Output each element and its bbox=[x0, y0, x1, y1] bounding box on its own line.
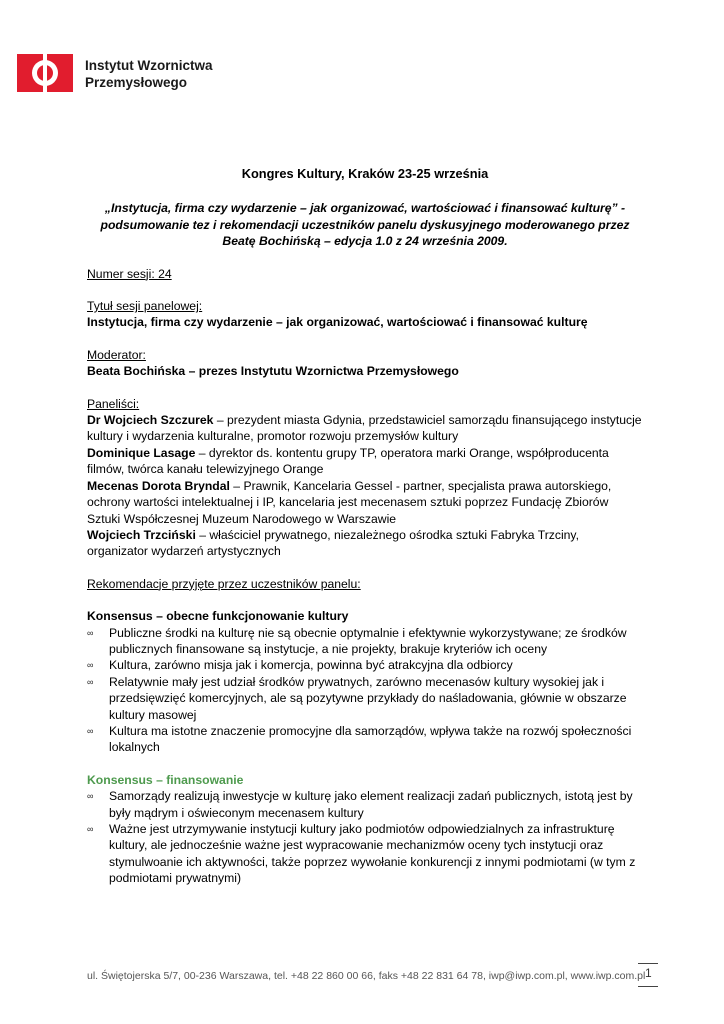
list-item: ∞ Relatywnie mały jest udział środków prywatnych, zarówno mecenasów kultury wysokiej jak i przedsięwzięć komercyjnych, ale są pozytywne przykłady do naśladowania, głównie w obszarze kultury masowej bbox=[87, 674, 627, 722]
recommendations-label: Rekomendacje przyjęte przez uczestników panelu: bbox=[87, 576, 361, 591]
page-number-rule-bottom bbox=[638, 986, 658, 987]
infinity-bullet-icon: ∞ bbox=[87, 660, 94, 671]
session-number: Numer sesji: 24 bbox=[87, 266, 172, 281]
infinity-bullet-icon: ∞ bbox=[87, 824, 94, 834]
page-number-rule-top bbox=[638, 963, 658, 964]
logo-line2: Przemysłowego bbox=[85, 75, 188, 90]
panelist-name: Dr Wojciech Szczurek bbox=[87, 413, 214, 428]
panelist-entry bbox=[87, 478, 643, 527]
panelist-desc: – prezydent miasta Gdynia, przedstawiciel samorządu finansującego instytucje kultury i wydarzenia kulturalne, promotor rozwoju przemysłów kultury bbox=[87, 413, 642, 444]
list-item: ∞ Ważne jest utrzymywanie instytucji kultury jako podmiotów odpowiedzialnych za infrastrukturę kultury, ale jednocześnie ważne jest wypracowanie mechanizmów oceny tych instytucji oraz stymulwoanie ich aktywności, także poprzez wywołanie konkurencji z innymi podmiotami (w tym z podmiotami prywatnymi) bbox=[87, 822, 636, 886]
section-current-state bbox=[87, 608, 643, 756]
page-title: Kongres Kultury, Kraków 23-25 września bbox=[241, 166, 489, 181]
iwp-logo bbox=[17, 54, 73, 92]
page-number: 1 bbox=[645, 966, 652, 980]
bullet-list bbox=[87, 788, 643, 886]
session-title-block bbox=[87, 298, 643, 331]
list-item: ∞ Kultura, zarówno misja jak i komercja, powinna być atrakcyjna dla odbiorcy bbox=[87, 658, 513, 673]
panelist-entry bbox=[87, 445, 643, 478]
session-title-label: Tytuł sesji panelowej: bbox=[87, 299, 203, 314]
logo-line1: Instytut Wzornictwa bbox=[85, 58, 213, 73]
footer-contact: ul. Świętojerska 5/7, 00-236 Warszawa, tel. +48 22 860 00 66, faks +48 22 831 64 78, iwp@iwp.com.pl, www.iwp.com.pl bbox=[87, 970, 646, 982]
moderator-label: Moderator: bbox=[87, 347, 146, 362]
page-subtitle: „Instytucja, firma czy wydarzenie – jak organizować, wartościować i finansować kulturę” - podsumowanie tez i rekomendacji uczestników panelu dyskusyjnego moderowanego przez Beatę Bochińską – edycja 1.0 z 24 września 2009. bbox=[100, 201, 630, 249]
infinity-bullet-icon: ∞ bbox=[87, 676, 94, 687]
panelist-name: Dominique Lasage bbox=[87, 445, 196, 460]
panelist-desc: – właściciel prywatnego, niezależnego ośrodka sztuki Fabryka Trzciny, organizator wydarzeń artystycznych bbox=[87, 527, 580, 559]
infinity-bullet-icon: ∞ bbox=[87, 627, 94, 638]
list-item: ∞ Samorządy realizują inwestycje w kulturę jako element realizacji zadań publicznych, istotą jest by były mądrym i oświeconym mecenasem kultury bbox=[87, 789, 633, 820]
bullet-list bbox=[87, 625, 643, 756]
panelists-label: Paneliści: bbox=[87, 396, 140, 411]
document-body bbox=[87, 166, 643, 887]
infinity-bullet-icon: ∞ bbox=[87, 791, 94, 802]
list-item: ∞ Kultura ma istotne znaczenie promocyjne dla samorządów, wpływa także na rozwój społeczności lokalnych bbox=[87, 723, 632, 755]
panelist-entry bbox=[87, 527, 643, 560]
moderator-name: Beata Bochińska – prezes Instytutu Wzornictwa Przemysłowego bbox=[87, 364, 459, 379]
panelist-name: Mecenas Dorota Bryndal bbox=[87, 478, 230, 493]
moderator-block bbox=[87, 347, 643, 380]
panelists-block bbox=[87, 396, 643, 560]
logo-text bbox=[85, 57, 213, 91]
session-title: Instytucja, firma czy wydarzenie – jak organizować, wartościować i finansować kulturę bbox=[87, 315, 588, 330]
list-item: ∞ Publiczne środki na kulturę nie są obecnie optymalnie i efektywnie wykorzystywane; ze środków publicznych finansowane są instytucje, a nie projekty, brakuje kryteriów ich oceny bbox=[87, 625, 627, 656]
panelist-name: Wojciech Trzciński bbox=[87, 527, 196, 542]
section-heading: Konsensus – obecne funkcjonowanie kultury bbox=[87, 609, 349, 624]
panelist-entry bbox=[87, 412, 643, 445]
section-financing bbox=[87, 772, 643, 887]
infinity-bullet-icon: ∞ bbox=[87, 725, 94, 736]
panelist-desc: – dyrektor ds. kontentu grupy TP, operatora marki Orange, współproducenta filmów, twórca kanału telewizyjnego Orange bbox=[87, 445, 609, 477]
section-heading: Konsensus – finansowanie bbox=[87, 772, 244, 787]
panelist-desc: – Prawnik, Kancelaria Gessel - partner, specjalista prawa autorskiego, ochrony wartości intelektualnej i IP, kancelaria jest mecenasem sztuki poprzez Fundację Zbiorów Sztuki Współczesnej Muzeum Narodowego w Warszawie bbox=[87, 478, 612, 526]
